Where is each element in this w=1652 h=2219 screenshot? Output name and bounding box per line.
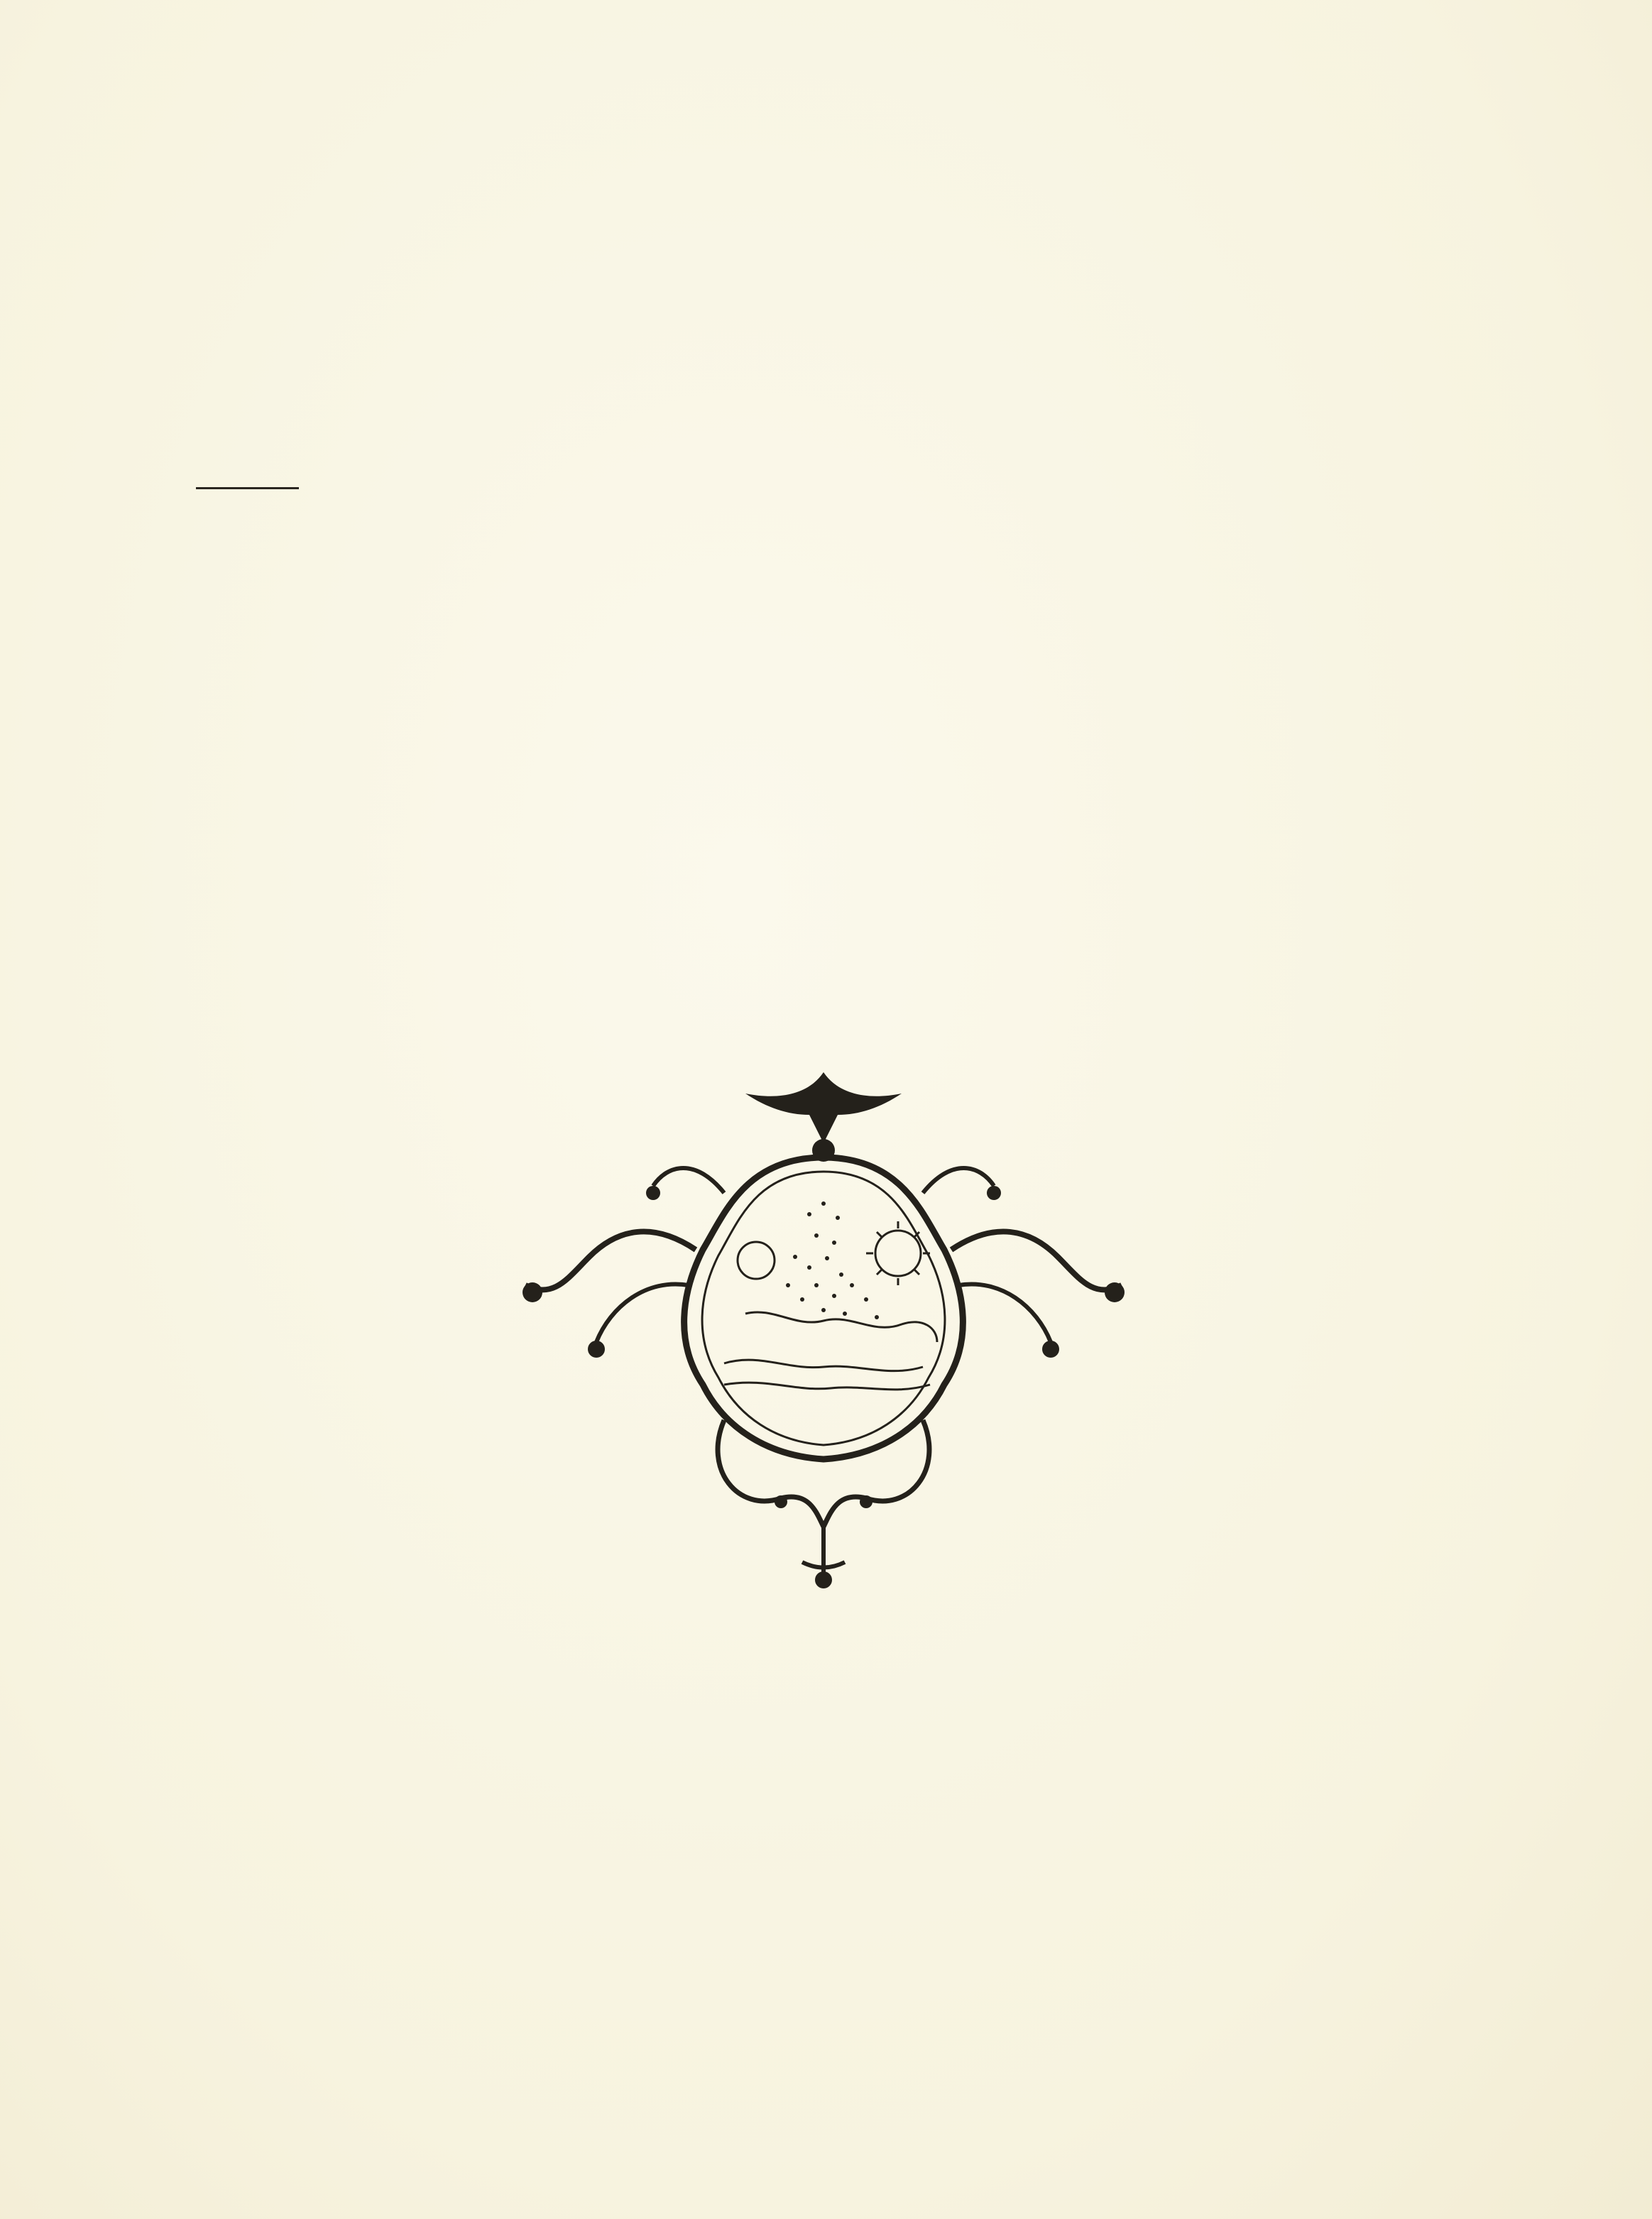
dateline — [312, 831, 383, 834]
page-header — [0, 67, 1652, 146]
verse-line — [192, 442, 1228, 526]
verse-line — [192, 610, 1228, 694]
verse-line — [192, 273, 1228, 358]
em-dash-rule — [196, 487, 299, 489]
verse-line — [192, 694, 1228, 779]
verse-line — [192, 526, 1228, 611]
verse-line — [192, 358, 1228, 442]
ornament-icon — [511, 1072, 1136, 1591]
poem — [192, 273, 1228, 778]
